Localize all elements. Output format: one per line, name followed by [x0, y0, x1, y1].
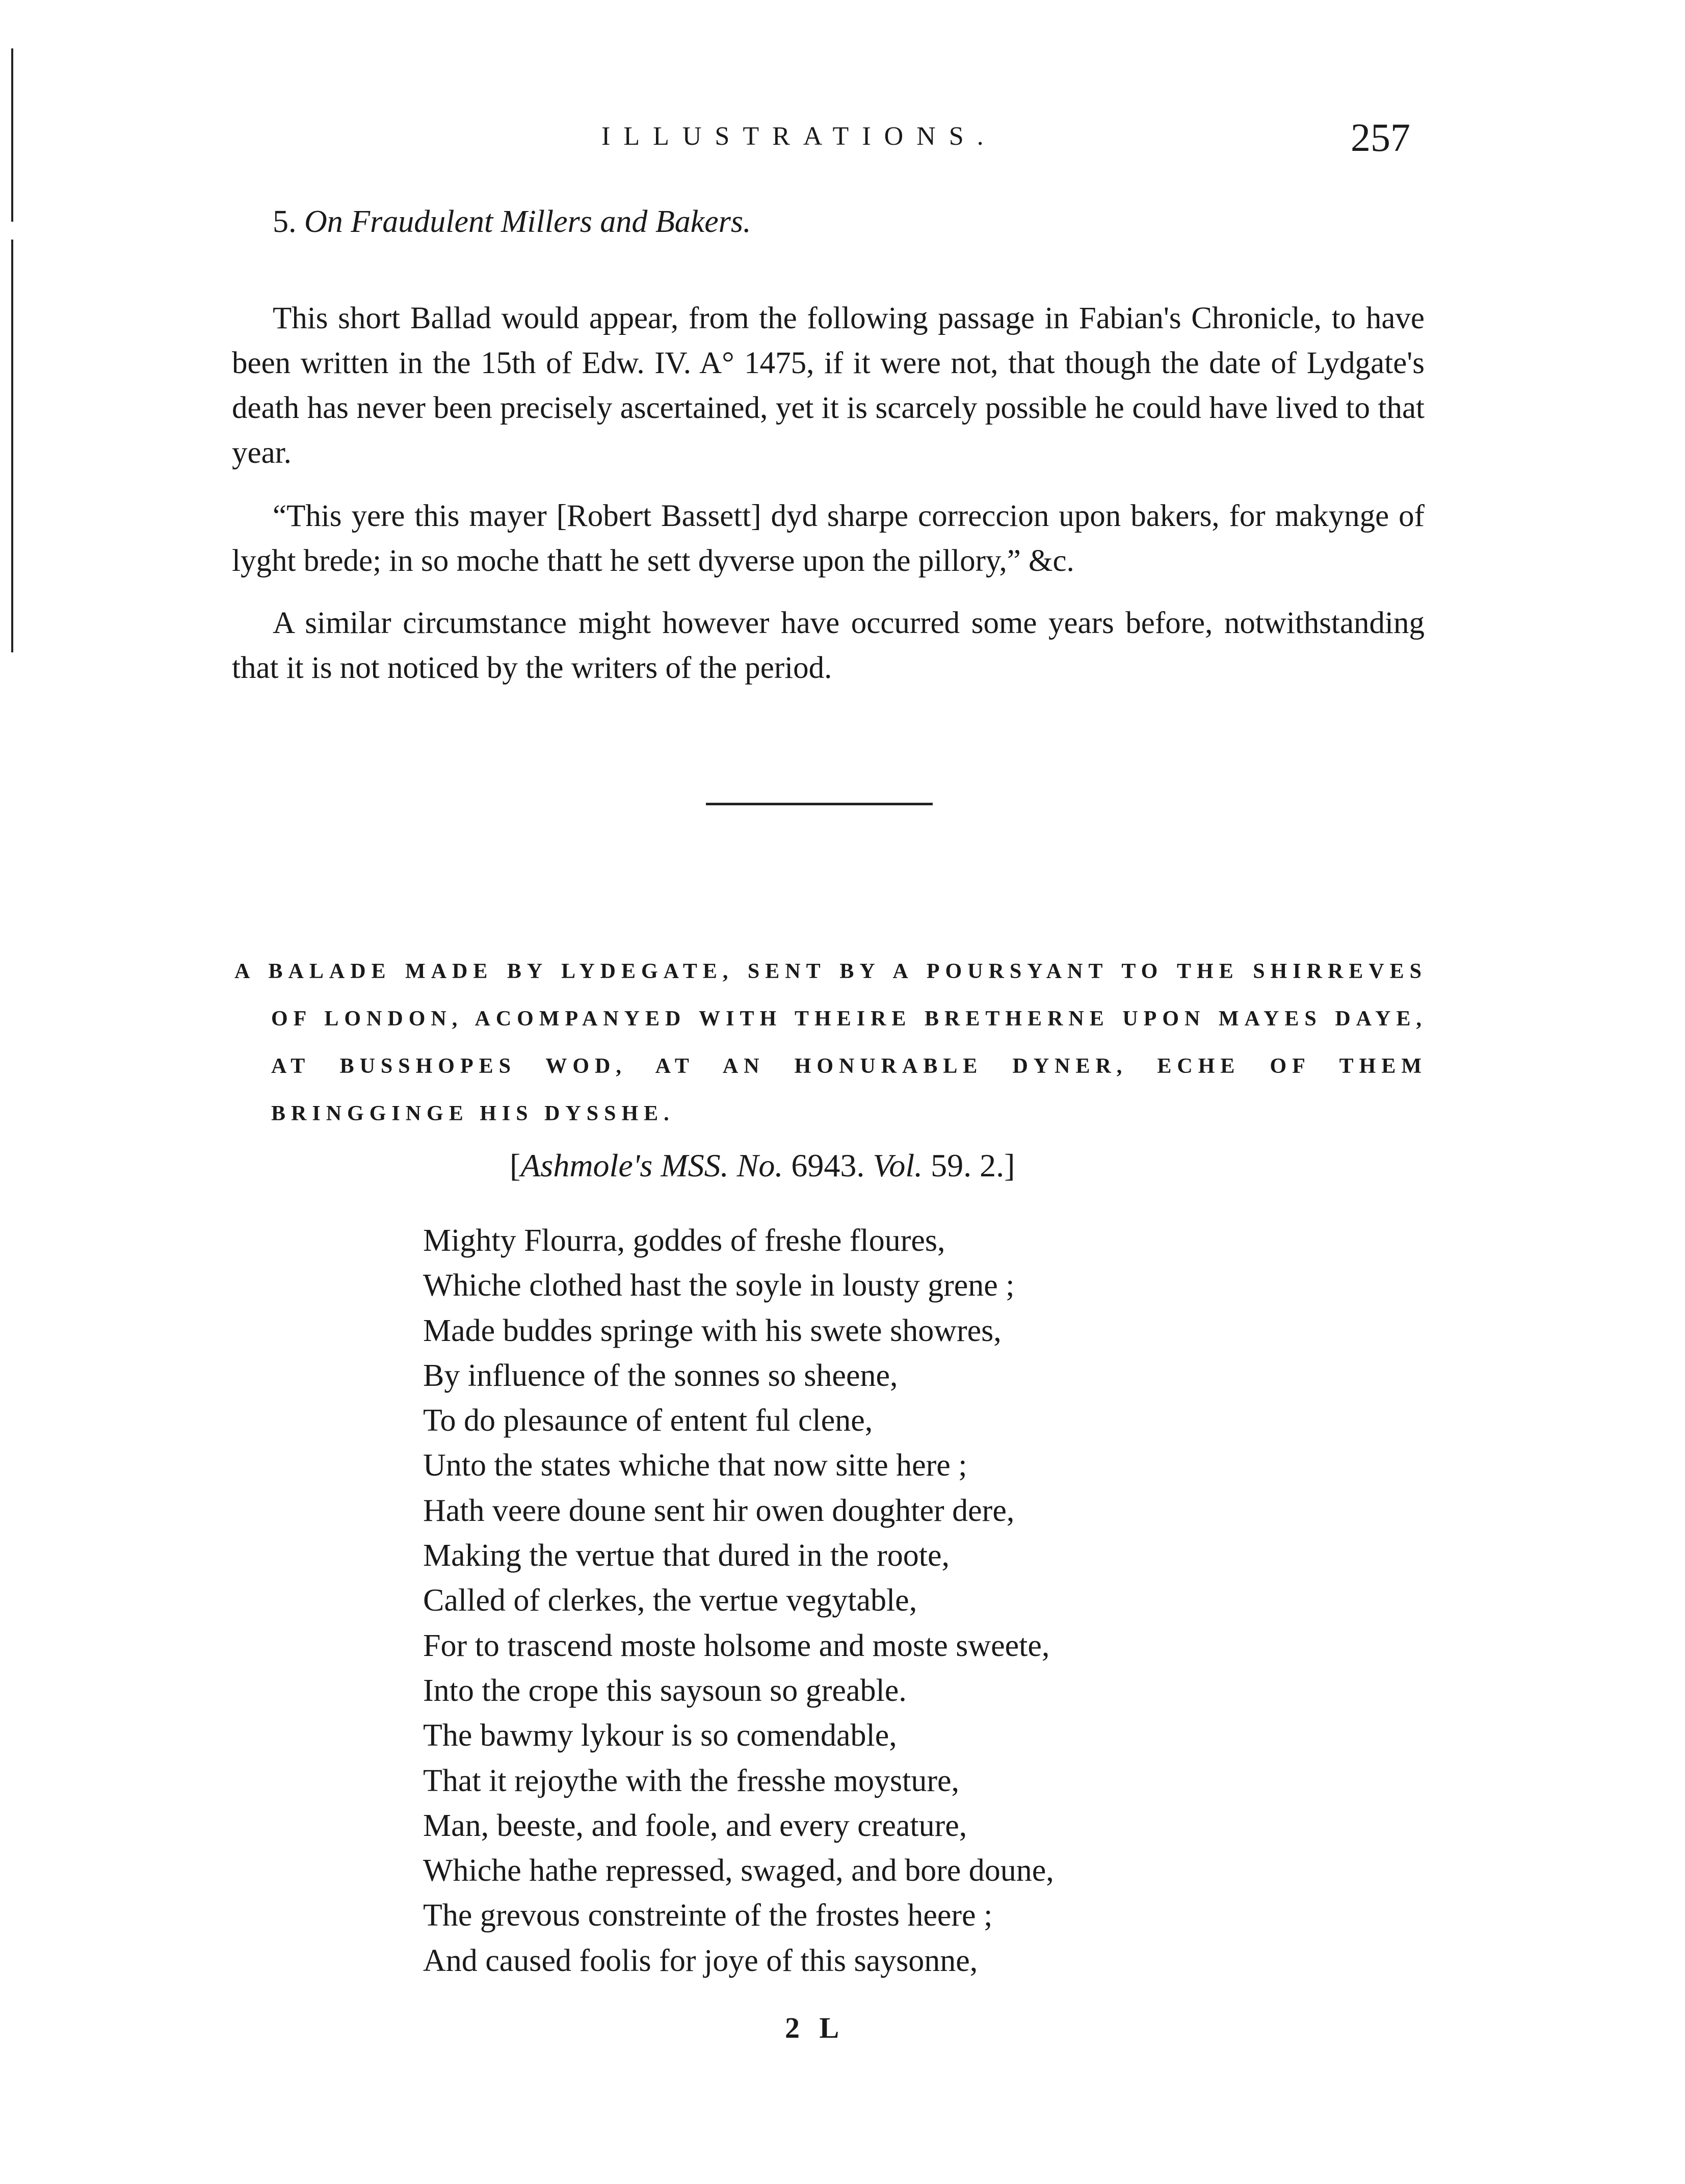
source-vol-label: Vol. [873, 1147, 923, 1183]
verse-line: Hath veere doune sent hir owen doughter dere, [423, 1493, 1015, 1528]
verse-line: And caused foolis for joye of this saysonne, [423, 1943, 978, 1978]
section-divider [706, 803, 933, 805]
verse-line: Into the crope this saysoun so greable. [423, 1673, 907, 1708]
source-mss: MSS. [661, 1147, 729, 1183]
ballad-verse [423, 1218, 1054, 1983]
printer-signature: 2 L [785, 2011, 846, 2044]
source-open-bracket: [ [510, 1147, 521, 1183]
binding-edge-rule-upper [11, 48, 13, 222]
verse-line: Made buddes springe with his swete showres, [423, 1313, 1002, 1348]
verse-line: Called of clerkes, the vertue vegytable, [423, 1583, 917, 1618]
source-vol-value: 59. 2.] [931, 1147, 1015, 1183]
section-heading [273, 204, 751, 240]
ballad-title: A BALADE MADE BY LYDEGATE, SENT BY A POURSYANT TO THE SHIRREVES OF LONDON, ACOMPANYED WITH THEIRE BRETHERNE UPON MAYES DAYE, AT BUSSHOPES WOD, AT AN HONURABLE DYNER, ECHE OF THEM BRINGGINGE HIS DYSSHE. [234, 960, 1427, 1125]
section-title: On Fraudulent Millers and Bakers. [304, 204, 751, 239]
paragraph-quotation: “This yere this mayer [Robert Bassett] dyd sharpe correccion upon bakers, for makynge of lyght brede; in so moche thatt he sett dyverse upon the pillory,” &c. [232, 499, 1425, 578]
verse-line: Whiche hathe repressed, swaged, and bore doune, [423, 1853, 1054, 1888]
paragraph-similar-circumstance: A similar circumstance might however have occurred some years before, notwithstanding that it is not noticed by the writers of the period. [232, 606, 1425, 685]
verse-line: Making the vertue that dured in the roote, [423, 1538, 950, 1573]
running-head: ILLUSTRATIONS. [601, 122, 997, 151]
verse-line: Whiche clothed hast the soyle in lousty grene ; [423, 1268, 1015, 1303]
verse-line: Mighty Flourra, goddes of freshe floures, [423, 1223, 945, 1258]
verse-line: Unto the states whiche that now sitte here ; [423, 1448, 967, 1483]
section-number: 5. [273, 204, 297, 239]
paragraph-fabian-passage: This short Ballad would appear, from the following passage in Fabian's Chronicle, to have been written in the 15th of Edw. IV. A° 1475, if it were not, that though the date of Lydgate's death has never been precisely ascertained, yet it is scarcely possible he could have lived to that year. [232, 301, 1425, 470]
binding-edge-rule-lower [11, 240, 13, 652]
manuscript-source [510, 1147, 1015, 1185]
verse-line: Man, beeste, and foole, and every creature, [423, 1808, 967, 1843]
verse-line: The bawmy lykour is so comendable, [423, 1718, 897, 1753]
verse-line: The grevous constreinte of the frostes heere ; [423, 1898, 993, 1933]
source-no-label: No. [736, 1147, 783, 1183]
verse-line: To do plesaunce of entent ful clene, [423, 1403, 873, 1438]
verse-line: That it rejoythe with the fresshe moysture, [423, 1763, 960, 1798]
verse-line: For to trascend moste holsome and moste sweete, [423, 1628, 1050, 1663]
source-no-value: 6943. [791, 1147, 865, 1183]
verse-line: By influence of the sonnes so sheene, [423, 1358, 898, 1393]
page-number: 257 [1351, 115, 1410, 160]
source-author: Ashmole's [520, 1147, 653, 1183]
